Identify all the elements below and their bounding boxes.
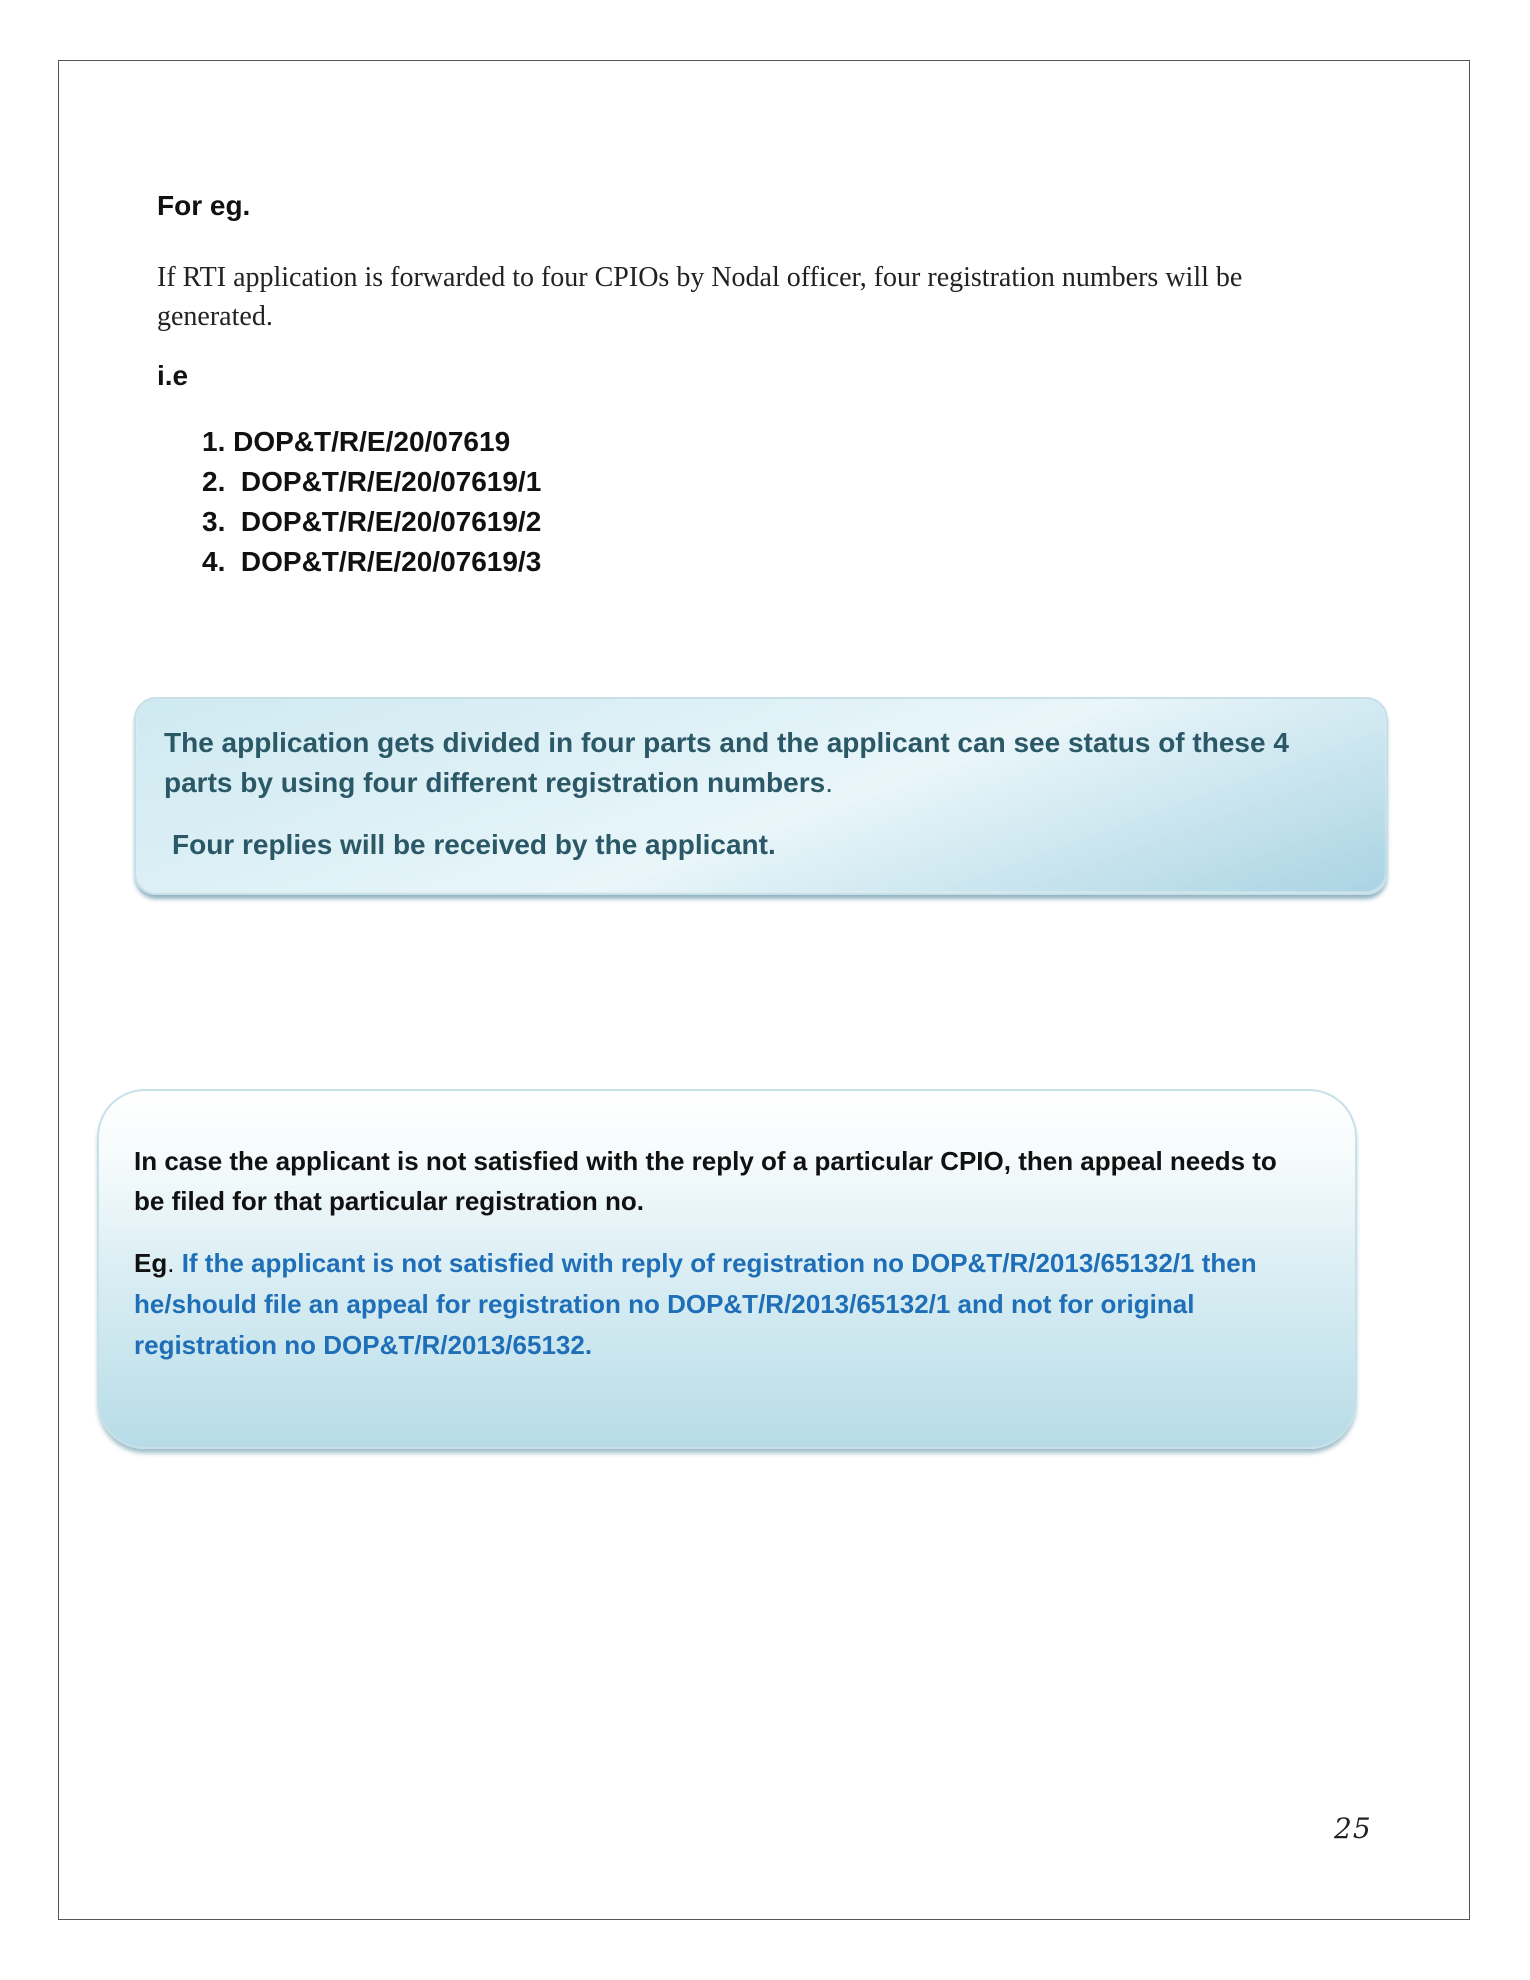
info-callout-box — [134, 697, 1388, 895]
page-number: 25 — [1334, 1812, 1372, 1845]
registration-item-3: 3. DOP&T/R/E/20/07619/2 — [202, 506, 542, 537]
heading-for-eg: For eg. — [157, 190, 251, 221]
example-text: If the applicant is not satisfied with reply of registration no DOP&T/R/2013/65132/1 then he/should file an appeal for registration no DOP&T/R/2013/65132/1 and not for original registration no DOP&T/R/2013/65132. — [134, 1248, 1257, 1360]
appeal-note-box — [97, 1089, 1357, 1449]
info-callout-line1-text: The application gets divided in four parts and the applicant can see status of these 4 parts by using four different registration numbers — [164, 727, 1289, 798]
registration-item-4: 4. DOP&T/R/E/20/07619/3 — [202, 546, 542, 577]
appeal-note-paragraph: In case the applicant is not satisfied with the reply of a particular CPIO, then appeal needs to be filed for that particular registration no. — [134, 1146, 1277, 1216]
registration-item-1: 1. DOP&T/R/E/20/07619 — [202, 426, 511, 457]
example-prefix: Eg — [134, 1248, 168, 1278]
intro-paragraph: If RTI application is forwarded to four CPIOs by Nodal officer, four registration numbers will be generated. — [157, 262, 1243, 332]
info-callout-line2: Four replies will be received by the applicant. — [172, 829, 776, 860]
ie-label: i.e — [157, 360, 189, 391]
registration-number-list — [202, 422, 541, 582]
info-callout-line1 — [164, 723, 1364, 803]
registration-item-2: 2. DOP&T/R/E/20/07619/1 — [202, 466, 542, 497]
appeal-example-paragraph — [134, 1243, 1324, 1366]
example-prefix-period: . — [167, 1248, 175, 1278]
info-callout-line1-period: . — [825, 767, 833, 798]
page-border — [58, 60, 1470, 1920]
